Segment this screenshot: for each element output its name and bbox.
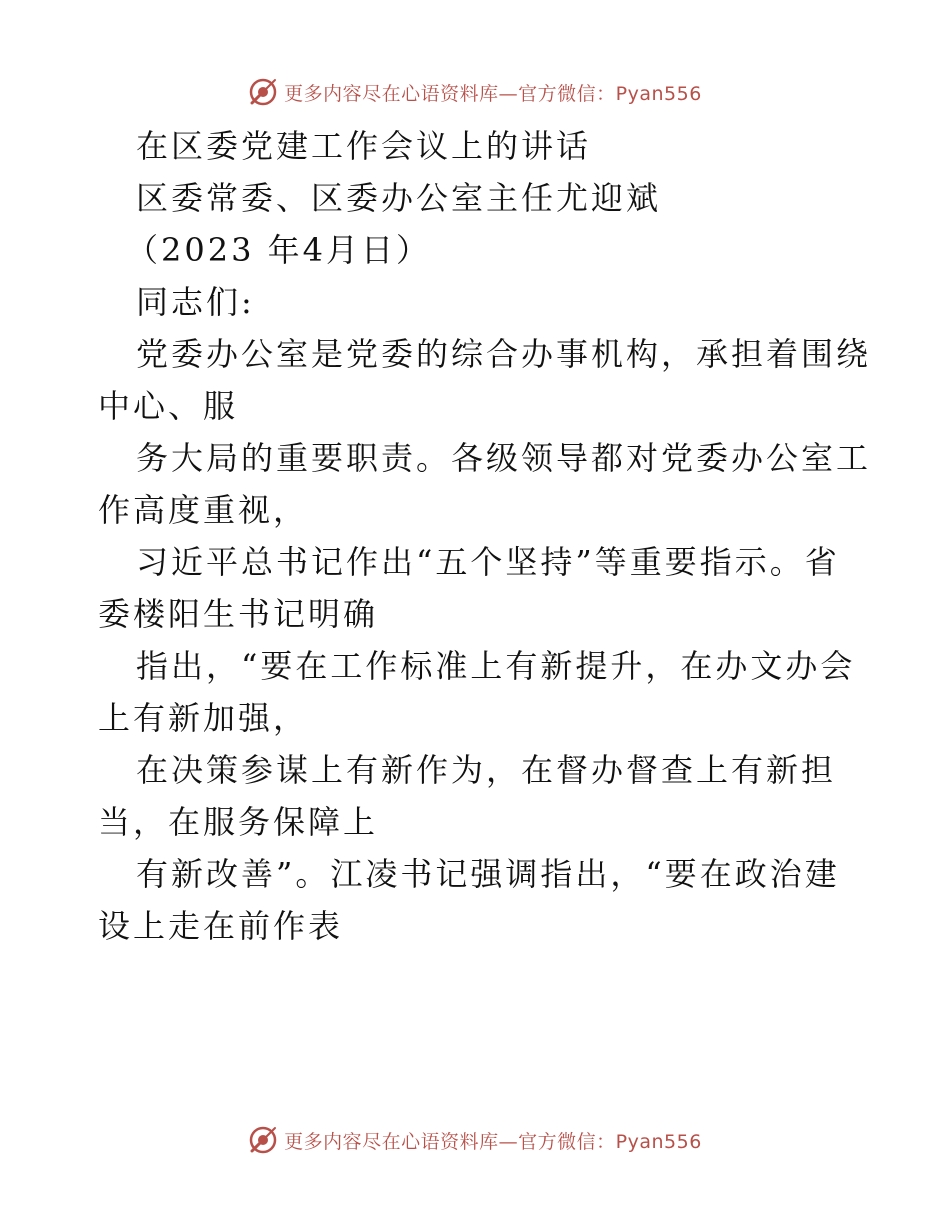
body-text-line: 指出，“要在工作标准上有新提升，在办文办会: [136, 647, 856, 685]
date-line: （2023 年4月日）: [126, 231, 431, 269]
body-text-line: 委楼阳生书记明确: [98, 595, 379, 633]
body-text-line: 当，在服务保障上: [98, 803, 379, 841]
body-text-line: 作高度重视，: [98, 491, 309, 529]
body-text-line: 设上走在前作表: [98, 907, 344, 945]
body-text-line: 党委办公室是党委的综合办事机构，承担着围绕: [136, 335, 872, 373]
pen-logo-icon: [248, 1125, 278, 1155]
speaker-line: 区委常委、区委办公室主任尤迎斌: [136, 179, 662, 217]
body-text-line: 中心、服: [98, 387, 239, 425]
body-text-line: 有新改善”。江凌书记强调指出，“要在政治建: [136, 855, 840, 893]
watermark-banner-bottom: [0, 1120, 950, 1160]
body-text-line: 上有新加强，: [98, 699, 309, 737]
body-text-line: 务大局的重要职责。各级领导都对党委办公室工: [136, 439, 872, 477]
body-text-line: 在决策参谋上有新作为，在督办督查上有新担: [136, 751, 837, 789]
body-text-line: 习近平总书记作出“五个坚持”等重要指示。省: [136, 543, 840, 581]
body-text-line: 同志们:: [136, 283, 255, 321]
watermark-text: 更多内容尽在心语资料库—官方微信：Pyan556: [284, 82, 702, 105]
pen-logo-icon: [248, 77, 278, 107]
document-title: 在区委党建工作会议上的讲话: [136, 127, 592, 165]
watermark-text: 更多内容尽在心语资料库—官方微信：Pyan556: [284, 1130, 702, 1153]
document-body: [98, 120, 872, 952]
watermark-banner-top: [0, 72, 950, 112]
